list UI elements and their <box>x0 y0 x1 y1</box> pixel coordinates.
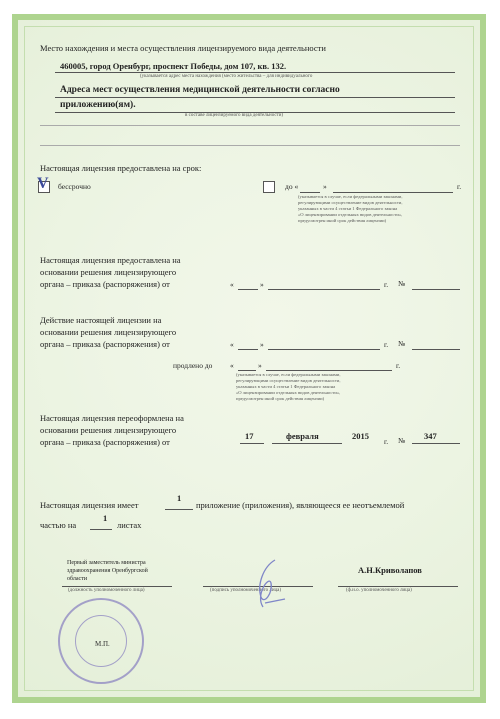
extended-hint-3: указанных в части 4 статьи 1 Федерального закона <box>236 384 336 389</box>
address: 460005, город Оренбург, проспект Победы, дом 107, кв. 132. <box>60 61 287 71</box>
term-hint-1: (указывается в случае, если федеральными законами, <box>298 194 403 199</box>
extended-hint-2: регулирующими осуществление видов деятельности, <box>236 378 341 383</box>
reissued-day: 17 <box>245 431 254 441</box>
granted-line-3: органа – приказа (распоряжения) от <box>40 279 170 289</box>
extended-q-open: « <box>230 340 234 349</box>
reissued-line-3: органа – приказа (распоряжения) от <box>40 437 170 447</box>
appendix-sheets: 1 <box>103 513 108 523</box>
until-quote-close: » <box>323 182 327 191</box>
unlimited-label: бессрочно <box>58 182 91 191</box>
term-heading: Настоящая лицензия предоставлена на срок: <box>40 163 202 173</box>
appendix-sheets-suffix: листах <box>117 520 142 530</box>
reissued-number-label: № <box>398 436 406 445</box>
extended-hint-1: (указывается в случае, если федеральными законами, <box>236 372 341 377</box>
until-prefix: до « <box>285 182 299 191</box>
extended-line-2: основании решения лицензирующего <box>40 327 177 337</box>
extended-hint-5: предусмотрен иной срок действия лицензии) <box>236 396 325 401</box>
reissued-line-2: основании решения лицензирующего <box>40 425 177 435</box>
granted-number-label: № <box>398 279 406 288</box>
appendix-count: 1 <box>177 493 182 503</box>
reissued-month: февраля <box>286 431 319 441</box>
granted-line-2: основании решения лицензирующего <box>40 267 177 277</box>
sign-hint: (подпись уполномоченного лица) <box>210 588 282 593</box>
activity-hint: в составе лицензируемого вида деятельности) <box>185 113 284 118</box>
appendix-part-prefix: частью на <box>40 520 77 530</box>
position-line-1: Первый заместитель министра <box>67 560 146 566</box>
term-hint-4: «О лицензировании отдельных видов деятельности», <box>298 212 403 217</box>
activity-line-1: Адреса мест осуществления медицинской деятельности согласно <box>60 85 340 95</box>
extended-number-label: № <box>398 339 406 348</box>
prolonged-label: продлено до <box>173 361 213 370</box>
granted-year: г. <box>384 280 389 289</box>
term-hint-2: регулирующими осуществление видов деятельности, <box>298 200 403 205</box>
extended-year: г. <box>384 340 389 349</box>
position-line-2: здравоохранения Оренбургской <box>67 568 148 574</box>
place-heading: Место нахождения и места осуществления лицензируемого вида деятельности <box>40 43 326 53</box>
granted-line-1: Настоящая лицензия предоставлена на <box>40 255 181 265</box>
name-hint: (ф.и.о. уполномоченного лица) <box>346 588 412 593</box>
reissued-line-1: Настоящая лицензия переоформлена на <box>40 413 184 423</box>
extended-line-1: Действие настоящей лицензии на <box>40 315 162 325</box>
term-hint-3: указанных в части 4 статьи 1 Федерального закона <box>298 206 398 211</box>
appendix-prefix: Настоящая лицензия имеет <box>40 500 139 510</box>
granted-q-open: « <box>230 280 234 289</box>
granted-q-close: » <box>260 280 264 289</box>
until-year: г. <box>457 182 462 191</box>
until-checkbox <box>263 181 275 193</box>
extended-q-close: » <box>260 340 264 349</box>
reissued-number: 347 <box>424 431 437 441</box>
extended-line-3: органа – приказа (распоряжения) от <box>40 339 170 349</box>
prolonged-q-open: « <box>230 361 234 370</box>
extended-hint-4: «О лицензировании отдельных видов деятельности», <box>236 390 341 395</box>
reissued-year-value: 2015 <box>352 431 369 441</box>
reissued-year: г. <box>384 437 389 446</box>
prolonged-year: г. <box>396 361 401 370</box>
position-line-3: области <box>67 576 88 582</box>
activity-line-2: приложению(ям). <box>60 100 136 110</box>
prolonged-q-close: » <box>258 361 262 370</box>
address-hint: (указывается адрес места нахождения (место жительства – для индивидуального <box>140 74 313 79</box>
term-hint-5: предусмотрен иной срок действия лицензии) <box>298 218 387 223</box>
mp-label: М.П. <box>95 640 110 648</box>
signature-icon <box>245 555 290 615</box>
signer-name: А.Н.Криволапов <box>358 565 422 575</box>
check-mark-icon: V <box>37 175 49 192</box>
position-hint: (должность уполномоченного лица) <box>68 588 145 593</box>
appendix-suffix: приложение (приложения), являющееся ее неотъемлемой <box>196 500 405 510</box>
